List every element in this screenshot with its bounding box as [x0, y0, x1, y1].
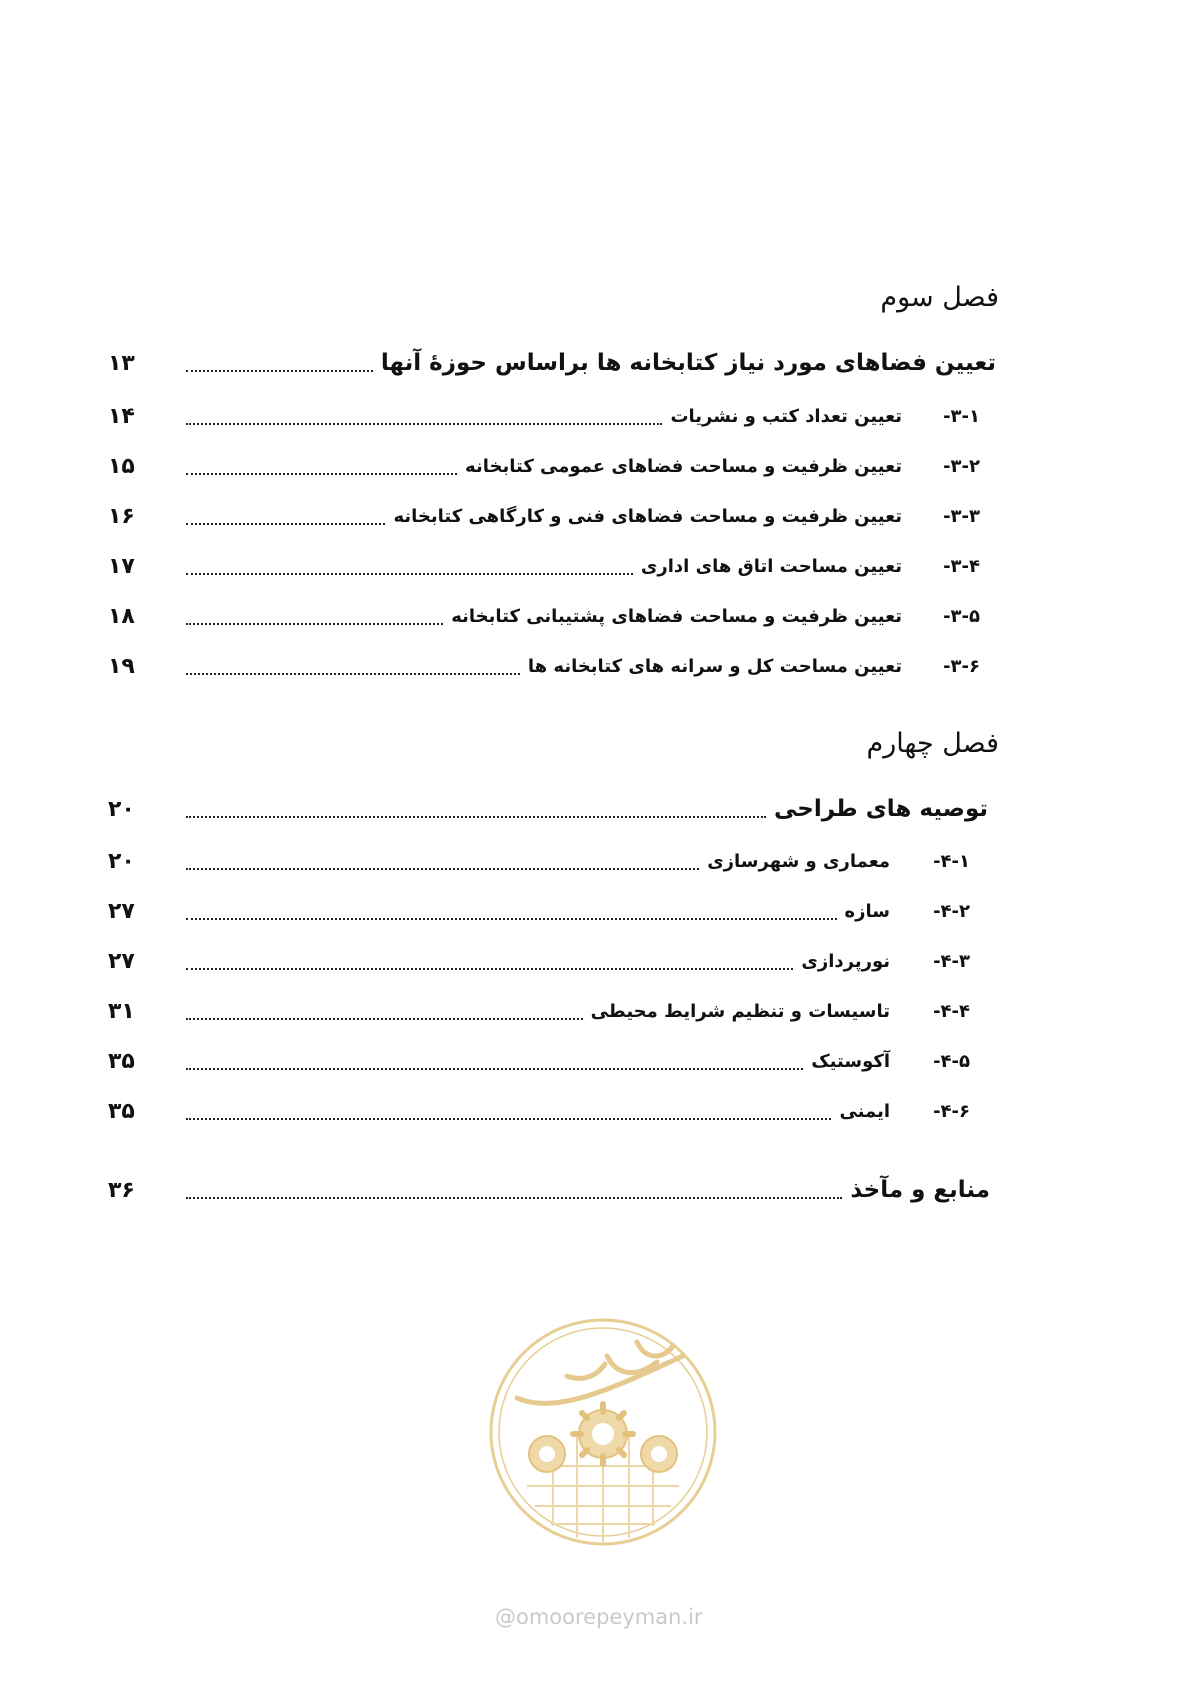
page-number: ۲۰: [108, 796, 135, 822]
toc-row-4-4[interactable]: [108, 991, 970, 1031]
dot-leader: [186, 423, 662, 425]
section-number: ۴-۳-: [933, 950, 970, 972]
page-number: ۱۸: [108, 603, 135, 629]
toc-row-3-2[interactable]: [108, 446, 980, 486]
toc-entry-title: معماری و شهرسازی: [707, 850, 890, 872]
toc-entry-title: سازه: [844, 900, 890, 922]
toc-row-3-3[interactable]: [108, 496, 980, 536]
chapter4-heading: فصل چهارم: [866, 728, 999, 759]
page-number: ۳۱: [108, 998, 135, 1024]
page-number: ۱۴: [108, 403, 135, 429]
chapter3-heading: فصل سوم: [880, 282, 999, 313]
dot-leader: [186, 918, 837, 920]
dot-leader: [186, 1018, 583, 1020]
dot-leader: [186, 573, 633, 575]
toc-row-4-5[interactable]: [108, 1041, 970, 1081]
page-number: ۲۰: [108, 848, 135, 874]
toc-entry-title: تاسیسات و تنظیم شرایط محیطی: [590, 1000, 890, 1022]
toc-row-3-1[interactable]: [108, 396, 980, 436]
toc-entry-title: تعیین ظرفیت و مساحت فضاهای عمومی کتابخانه: [465, 455, 902, 477]
page-number: ۳۵: [108, 1098, 135, 1124]
dot-leader: [186, 1068, 803, 1070]
website-watermark: @omoorepeyman.ir: [495, 1605, 703, 1629]
page-number: ۱۷: [108, 553, 135, 579]
dot-leader: [186, 523, 385, 525]
toc-entry-title: آکوستیک: [811, 1050, 890, 1072]
section-number: ۴-۴-: [933, 1000, 970, 1022]
toc-entry-title: منابع و مآخذ: [850, 1177, 990, 1203]
toc-entry-title: ایمنی: [839, 1100, 890, 1122]
toc-entry-title: تعیین مساحت کل و سرانه های کتابخانه ها: [527, 655, 902, 677]
section-number: ۳-۲-: [943, 455, 980, 477]
section-number: ۴-۵-: [933, 1050, 970, 1072]
page-number: ۲۷: [108, 898, 135, 924]
page-number: ۳۶: [108, 1177, 135, 1203]
toc-row-4-3[interactable]: [108, 941, 970, 981]
toc-row-3-4[interactable]: [108, 546, 980, 586]
toc-row-chapter4-main[interactable]: [108, 789, 988, 829]
page-number: ۳۵: [108, 1048, 135, 1074]
section-number: ۴-۲-: [933, 900, 970, 922]
dot-leader: [186, 623, 443, 625]
dot-leader: [186, 473, 457, 475]
section-number: ۳-۱-: [943, 405, 980, 427]
page-number: ۱۵: [108, 453, 135, 479]
page-number: ۱۳: [108, 350, 135, 376]
dot-leader: [186, 1118, 831, 1120]
section-number: ۳-۶-: [943, 655, 980, 677]
toc-entry-title: تعیین ظرفیت و مساحت فضاهای فنی و کارگاهی کتابخانه: [393, 505, 902, 527]
page-number: ۲۷: [108, 948, 135, 974]
dot-leader: [186, 816, 766, 818]
page-number: ۱۶: [108, 503, 135, 529]
toc-entry-title: توصیه های طراحی: [774, 796, 988, 822]
section-number: ۳-۵-: [943, 605, 980, 627]
toc-row-4-2[interactable]: [108, 891, 970, 931]
dot-leader: [186, 370, 373, 372]
dot-leader: [186, 1197, 842, 1199]
dot-leader: [186, 968, 793, 970]
toc-entry-title: تعیین فضاهای مورد نیاز کتابخانه ها براساس حوزهٔ آنها: [380, 350, 996, 376]
dot-leader: [186, 868, 699, 870]
section-number: ۳-۳-: [943, 505, 980, 527]
watermark-logo: [487, 1316, 719, 1548]
toc-row-3-6[interactable]: [108, 646, 980, 686]
toc-entry-title: تعیین مساحت اتاق های اداری: [640, 555, 902, 577]
toc-entry-title: تعیین ظرفیت و مساحت فضاهای پشتیبانی کتابخانه: [451, 605, 902, 627]
toc-row-3-5[interactable]: [108, 596, 980, 636]
toc-row-references[interactable]: [108, 1170, 990, 1210]
section-number: ۳-۴-: [943, 555, 980, 577]
dot-leader: [186, 673, 520, 675]
toc-row-4-6[interactable]: [108, 1091, 970, 1131]
toc-entry-title: تعیین تعداد کتب و نشریات: [670, 405, 902, 427]
toc-row-4-1[interactable]: [108, 841, 970, 881]
page-number: ۱۹: [108, 653, 135, 679]
section-number: ۴-۱-: [933, 850, 970, 872]
toc-row-chapter3-main[interactable]: [108, 343, 996, 383]
toc-entry-title: نورپردازی: [801, 950, 890, 972]
section-number: ۴-۶-: [933, 1100, 970, 1122]
